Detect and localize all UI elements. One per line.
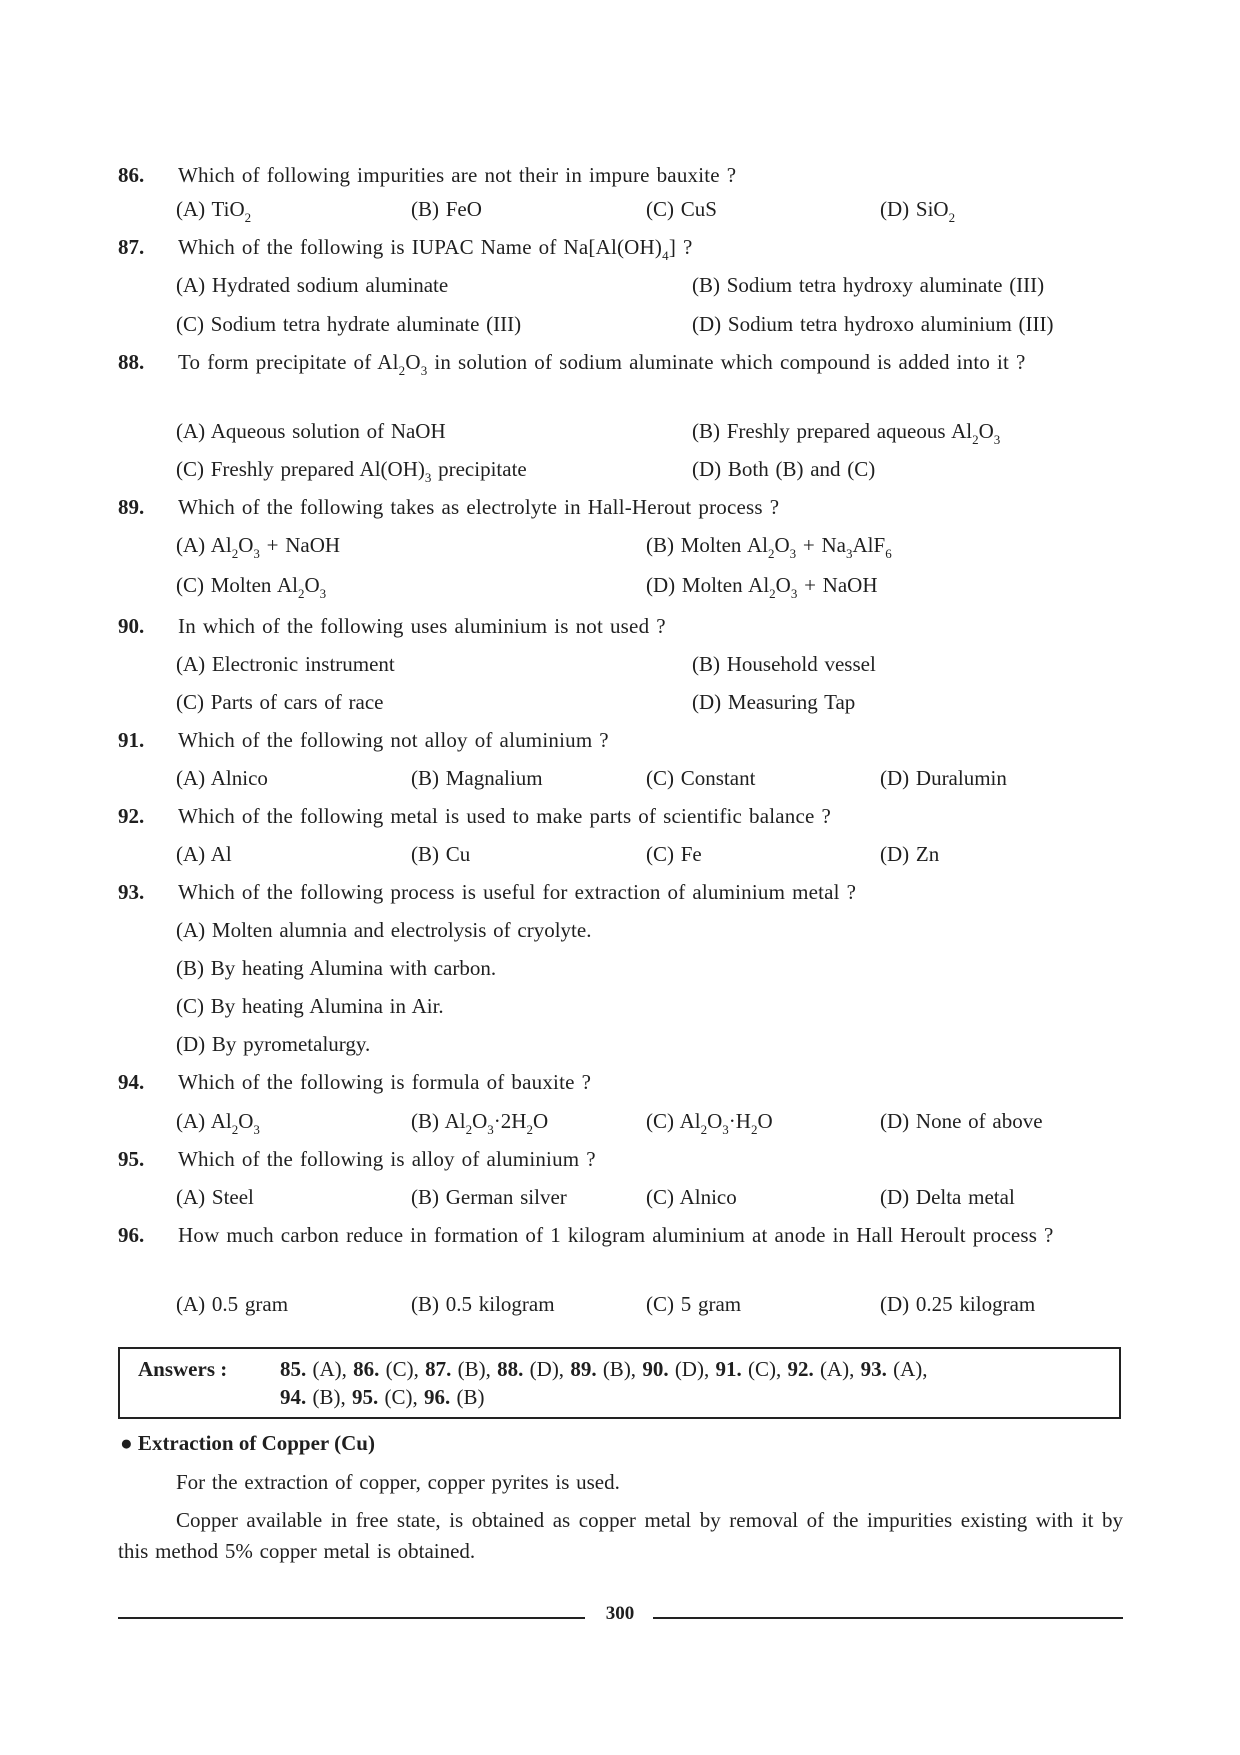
answers-line: 85. (A), 86. (C), 87. (B), 88. (D), 89. (B), 90. (D), 91. (C), 92. (A), 93. (A), (280, 1357, 928, 1381)
option-c: (C) $Al_2O_3\cdot H_2O$ (646, 1109, 773, 1137)
question-number: 87. (118, 235, 145, 259)
question-94 (118, 1067, 1123, 1098)
option-c: (C) Constant (646, 766, 756, 790)
option-c: (C) Parts of cars of race (176, 690, 384, 714)
question-93 (118, 877, 1123, 908)
footer-rule-right (653, 1617, 1123, 1619)
question-number: 88. (118, 350, 145, 374)
option-b: (B) Sodium tetra hydroxy aluminate (III) (692, 273, 1045, 297)
question-text: Which of the following takes as electrolyte in Hall-Herout process ? (178, 495, 780, 519)
option-d: (D) Both (B) and (C) (692, 457, 876, 481)
option-b: (B) Molten $Al_2O_3 + Na_3AlF_6$ (646, 533, 892, 561)
option-c: (C) By heating Alumina in Air. (176, 994, 444, 1018)
option-a: (A) 0.5 gram (176, 1292, 289, 1316)
paragraph: Copper available in free state, is obtained as copper metal by removal of the impurities existing with it by this method 5% copper metal is obtained. (118, 1508, 1123, 1563)
option-b: (B) By heating Alumina with carbon. (176, 956, 497, 980)
option-c: (C) Alnico (646, 1185, 737, 1209)
answers-line: 94. (B), 95. (C), 96. (B) (280, 1385, 485, 1409)
option-d: (D) Molten $Al_2O_3$ + NaOH (646, 573, 878, 601)
answers-box (118, 1347, 1121, 1419)
question-number: 90. (118, 614, 145, 638)
question-96 (118, 1220, 1123, 1251)
option-b: (B) $Al_2O_3\cdot 2H_2O$ (411, 1109, 549, 1137)
question-text: Which of the following process is useful for extraction of aluminium metal ? (178, 880, 857, 904)
option-b: (B) Household vessel (692, 652, 876, 676)
option-d: (D) By pyrometalurgy. (176, 1032, 371, 1056)
question-number: 89. (118, 495, 145, 519)
option-b: (B) FeO (411, 197, 482, 221)
question-number: 91. (118, 728, 145, 752)
footer-rule-left (118, 1617, 585, 1619)
option-a: (A) Hydrated sodium aluminate (176, 273, 449, 297)
option-c: (C) CuS (646, 197, 717, 221)
question-88 (118, 347, 1123, 378)
option-a: (A) Molten alumnia and electrolysis of cryolyte. (176, 918, 592, 942)
option-c: (C) Fe (646, 842, 702, 866)
page-number: 300 (605, 1603, 635, 1624)
option-b: (B) 0.5 kilogram (411, 1292, 555, 1316)
paragraph: For the extraction of copper, copper pyrites is used. (176, 1470, 620, 1494)
option-b: (B) German silver (411, 1185, 567, 1209)
option-d: (D) Sodium tetra hydroxo aluminium (III) (692, 312, 1054, 336)
question-text: In which of the following uses aluminium is not used ? (178, 614, 666, 638)
option-d: (D) Duralumin (880, 766, 1007, 790)
option-c: (C) Sodium tetra hydrate aluminate (III) (176, 312, 522, 336)
option-c: (C) Molten $Al_2O_3$ (176, 573, 327, 601)
option-a: (A) $Al_2O_3$ (176, 1109, 260, 1137)
question-number: 96. (118, 1223, 145, 1247)
question-text: Which of the following not alloy of aluminium ? (178, 728, 609, 752)
question-number: 92. (118, 804, 145, 828)
question-90 (118, 611, 1123, 642)
option-b: (B) Cu (411, 842, 471, 866)
question-number: 86. (118, 163, 145, 187)
question-91 (118, 725, 1123, 756)
question-89 (118, 492, 1123, 523)
question-86 (118, 160, 1123, 191)
option-d: (D) SiO$_2$ (880, 197, 956, 225)
option-a: (A) Steel (176, 1185, 254, 1209)
option-a: (A) Alnico (176, 766, 268, 790)
option-a: (A) $Al_2O_3$ + NaOH (176, 533, 341, 561)
option-d: (D) Measuring Tap (692, 690, 856, 714)
option-d: (D) 0.25 kilogram (880, 1292, 1036, 1316)
question-text: To form precipitate of $Al_2O_3$ in solution of sodium aluminate which compound is added into it ? (178, 350, 1026, 378)
option-d: (D) None of above (880, 1109, 1043, 1133)
option-a: (A) Electronic instrument (176, 652, 395, 676)
question-number: 94. (118, 1070, 145, 1094)
option-a: (A) TiO$_2$ (176, 197, 252, 225)
question-text: How much carbon reduce in formation of 1 kilogram aluminium at anode in Hall Heroult process ? (178, 1223, 1054, 1247)
question-number: 93. (118, 880, 145, 904)
option-b: (B) Freshly prepared aqueous $Al_2O_3$ (692, 419, 1001, 447)
question-text: Which of the following is formula of bauxite ? (178, 1070, 592, 1094)
option-d: (D) Delta metal (880, 1185, 1015, 1209)
section-heading: ● Extraction of Copper (Cu) (120, 1431, 375, 1455)
option-c: (C) Freshly prepared $Al(OH)_3$ precipitate (176, 457, 527, 485)
option-b: (B) Magnalium (411, 766, 543, 790)
question-text: Which of the following metal is used to make parts of scientific balance ? (178, 804, 832, 828)
answers-label: Answers : (138, 1357, 228, 1381)
question-text: Which of the following is alloy of aluminium ? (178, 1147, 596, 1171)
question-number: 95. (118, 1147, 145, 1171)
question-text: Which of the following is IUPAC Name of $Na[Al(OH)_4]$ ? (178, 235, 693, 263)
question-95 (118, 1144, 1123, 1175)
question-87 (118, 232, 1123, 263)
question-text: Which of following impurities are not their in impure bauxite ? (178, 163, 737, 187)
option-c: (C) 5 gram (646, 1292, 742, 1316)
option-a: (A) Aqueous solution of NaOH (176, 419, 446, 443)
option-a: (A) Al (176, 842, 232, 866)
question-92 (118, 801, 1123, 832)
option-d: (D) Zn (880, 842, 940, 866)
